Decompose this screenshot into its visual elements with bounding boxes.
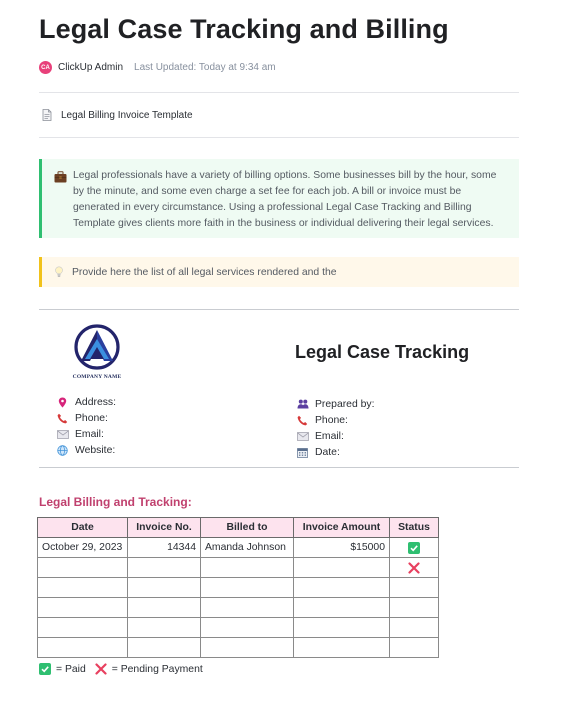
cell-billed-to[interactable]: [201, 638, 294, 658]
date-label: Date:: [315, 446, 340, 458]
cell-billed-to[interactable]: [201, 558, 294, 578]
cell-invoice-amount[interactable]: [294, 578, 390, 598]
status-legend: [39, 663, 203, 675]
cell-invoice-no[interactable]: 14344: [128, 538, 201, 558]
intro-text: Legal professionals have a variety of billing options. Some businesses bill by the hour, some by the minute, and some even charge a set fee for each job. A bill or invoice must be generated in every circumstance. Using a professional Legal Case Tracking and Billing Template gives clients more faith in the business or individual delivering their legal services.: [73, 170, 497, 230]
cross-mark-icon: [408, 562, 420, 574]
phone-field: [296, 412, 375, 428]
divider: [39, 467, 519, 468]
last-updated: Last Updated: Today at 9:34 am: [134, 62, 276, 73]
phone-label: Phone:: [75, 412, 108, 424]
cell-date[interactable]: [38, 558, 128, 578]
date-field: [296, 444, 375, 460]
cell-invoice-no[interactable]: [128, 558, 201, 578]
cell-invoice-amount[interactable]: $15000: [294, 538, 390, 558]
divider: [39, 92, 519, 93]
cell-status[interactable]: [390, 618, 439, 638]
cell-billed-to[interactable]: Amanda Johnson: [201, 538, 294, 558]
column-header-billed-to: Billed to: [201, 518, 294, 538]
check-box-icon: [39, 663, 51, 675]
prepared-by-label: Prepared by:: [315, 398, 375, 410]
legend-paid-label: = Paid: [56, 663, 86, 675]
cell-invoice-no[interactable]: [128, 638, 201, 658]
document-icon: [42, 109, 52, 121]
page-title: Legal Case Tracking and Billing: [39, 14, 449, 44]
cell-status[interactable]: [390, 638, 439, 658]
hint-text: Provide here the list of all legal services rendered and the: [72, 266, 337, 278]
cell-invoice-no[interactable]: [128, 618, 201, 638]
cell-date[interactable]: [38, 638, 128, 658]
subpage-link[interactable]: [42, 109, 193, 121]
intro-callout: [39, 159, 519, 238]
table-row: [38, 638, 439, 658]
lightbulb-icon: [54, 266, 64, 278]
table-row: [38, 598, 439, 618]
cell-billed-to[interactable]: [201, 618, 294, 638]
column-header-date: Date: [38, 518, 128, 538]
legend-pending-label: = Pending Payment: [111, 663, 203, 675]
email-label: Email:: [315, 430, 344, 442]
table-row: [38, 578, 439, 598]
cell-invoice-amount[interactable]: [294, 638, 390, 658]
website-field: [56, 442, 116, 458]
cell-invoice-no[interactable]: [128, 578, 201, 598]
cell-status[interactable]: [390, 538, 439, 558]
column-header-invoice-no: Invoice No.: [128, 518, 201, 538]
calendar-icon: [296, 446, 309, 458]
email-icon: [56, 428, 69, 440]
phone-icon: [56, 412, 69, 424]
cell-invoice-no[interactable]: [128, 598, 201, 618]
website-label: Website:: [75, 444, 116, 456]
author-name[interactable]: ClickUp Admin: [58, 62, 124, 73]
briefcase-icon: [54, 171, 67, 183]
cell-status[interactable]: [390, 598, 439, 618]
table-row: [38, 538, 439, 558]
phone-icon: [296, 414, 309, 426]
people-icon: [296, 398, 309, 410]
cell-date[interactable]: October 29, 2023: [38, 538, 128, 558]
column-header-invoice-amount: Invoice Amount: [294, 518, 390, 538]
cell-invoice-amount[interactable]: [294, 598, 390, 618]
prepared-by-field: [296, 396, 375, 412]
cell-date[interactable]: [38, 578, 128, 598]
preparer-details: [296, 396, 375, 460]
cell-billed-to[interactable]: [201, 598, 294, 618]
table-row: [38, 558, 439, 578]
billing-section-title: Legal Billing and Tracking:: [39, 495, 192, 509]
check-box-icon: [408, 542, 420, 554]
table-row: [38, 618, 439, 638]
column-header-status: Status: [390, 518, 439, 538]
globe-icon: [56, 444, 69, 456]
billing-table: [37, 517, 439, 658]
company-name: COMPANY NAME: [72, 374, 122, 380]
cell-date[interactable]: [38, 618, 128, 638]
address-field: [56, 394, 116, 410]
email-icon: [296, 430, 309, 442]
company-details: [56, 394, 116, 458]
invoice-title: Legal Case Tracking: [295, 342, 470, 362]
divider: [39, 137, 519, 138]
cell-invoice-amount[interactable]: [294, 558, 390, 578]
phone-field: [56, 410, 116, 426]
subpage-link-label: Legal Billing Invoice Template: [61, 109, 193, 121]
email-field: [56, 426, 116, 442]
pin-icon: [56, 396, 69, 408]
avatar[interactable]: CA: [39, 61, 52, 74]
hint-callout: [39, 257, 519, 287]
email-label: Email:: [75, 428, 104, 440]
table-header-row: [38, 518, 439, 538]
address-label: Address:: [75, 396, 117, 408]
cell-status[interactable]: [390, 558, 439, 578]
email-field: [296, 428, 375, 444]
cell-status[interactable]: [390, 578, 439, 598]
phone-label: Phone:: [315, 414, 348, 426]
cell-date[interactable]: [38, 598, 128, 618]
cell-invoice-amount[interactable]: [294, 618, 390, 638]
divider: [39, 309, 519, 310]
cross-mark-icon: [95, 663, 107, 675]
page-meta: [39, 61, 276, 74]
cell-billed-to[interactable]: [201, 578, 294, 598]
